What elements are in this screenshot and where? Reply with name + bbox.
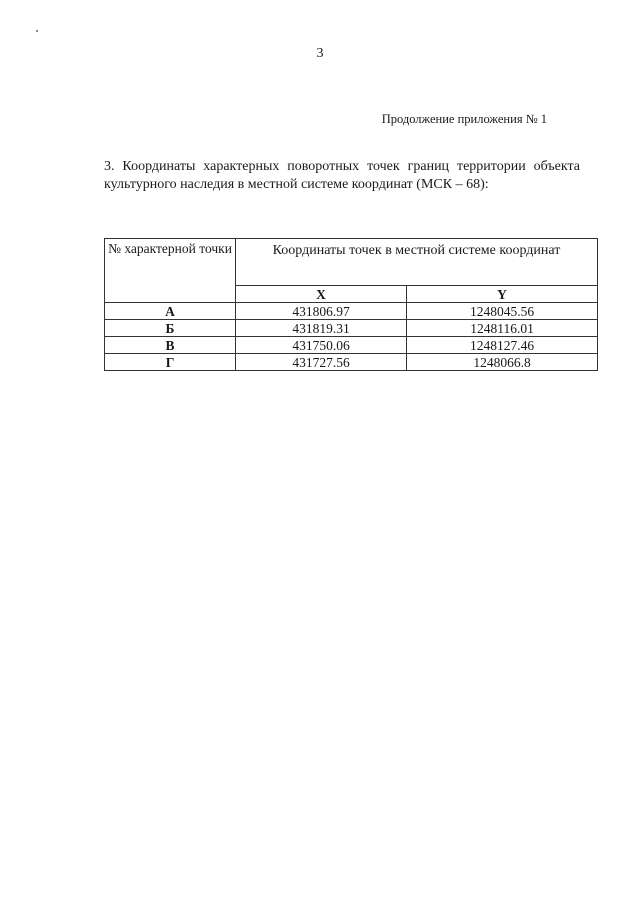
coordinates-table [104,238,598,371]
point-label: Г [105,354,236,371]
table-row [105,320,598,337]
coord-x: 431727.56 [236,354,407,371]
point-label: В [105,337,236,354]
coord-y: 1248045.56 [407,303,598,320]
header-axis-y: Y [407,286,598,303]
coord-x: 431806.97 [236,303,407,320]
point-label: А [105,303,236,320]
table-row [105,303,598,320]
table-header-row [105,239,598,286]
section-intro-paragraph: 3. Координаты характерных поворотных точек границ территории объекта культурного наследия в местной системе координат (МСК – 68): [104,159,580,192]
appendix-continuation-note: Продолжение приложения № 1 [381,112,547,126]
scan-speck [36,30,38,32]
table-row [105,337,598,354]
point-label: Б [105,320,236,337]
coord-y: 1248066.8 [407,354,598,371]
coord-y: 1248116.01 [407,320,598,337]
header-coordinates: Координаты точек в местной системе координат [236,239,598,286]
coord-x: 431750.06 [236,337,407,354]
coord-x: 431819.31 [236,320,407,337]
table-row [105,354,598,371]
coord-y: 1248127.46 [407,337,598,354]
header-point-number: № характерной точки [105,239,236,303]
page-number: 3 [316,46,324,61]
header-axis-x: X [236,286,407,303]
